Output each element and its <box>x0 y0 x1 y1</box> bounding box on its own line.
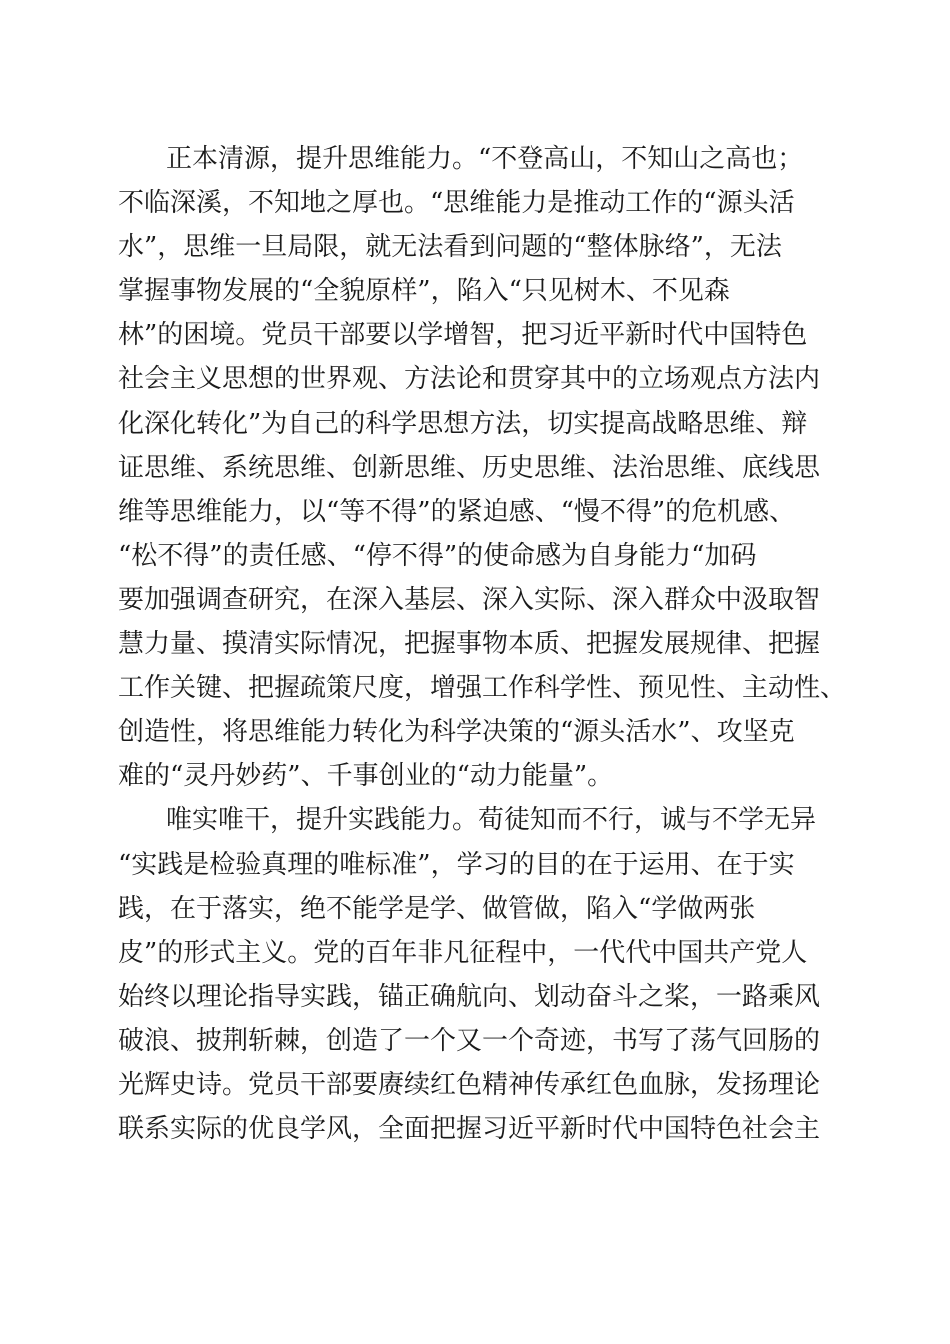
paragraph-1-line: 林”的困境。党员干部要以学增智，把习近平新时代中国特色 <box>118 320 808 351</box>
paragraph-2-line: 践，在于落实，绝不能学是学、做管做，陷入“学做两张 <box>118 893 756 924</box>
paragraph-1-line: 证思维、系统思维、创新思维、历史思维、法治思维、底线思 <box>118 452 821 483</box>
paragraph-2-line: 破浪、披荆斩棘，创造了一个又一个奇迹，书写了荡气回肠的 <box>118 1025 821 1056</box>
paragraph-1-line: 维等思维能力，以“等不得”的紧迫感、“慢不得”的危机感、 <box>118 496 796 527</box>
paragraph-2-line: “实践是检验真理的唯标准”，学习的目的在于运用、在于实 <box>118 849 795 880</box>
paragraph-1-line: 社会主义思想的世界观、方法论和贯穿其中的立场观点方法内 <box>118 364 821 395</box>
paragraph-2-line: 唯实唯干，提升实践能力。荀徒知而不行，诚与不学无异 <box>166 805 817 836</box>
paragraph-1-line: 正本清源，提升思维能力。“不登高山，不知山之高也； <box>166 144 804 174</box>
paragraph-1-line: 创造性，将思维能力转化为科学决策的“源头活水”、攻坚克 <box>118 717 795 748</box>
paragraph-2-line: 皮”的形式主义。党的百年非凡征程中，一代代中国共产党人 <box>118 937 808 968</box>
paragraph-1-line: 化深化转化”为自己的科学思想方法，切实提高战略思维、辩 <box>118 408 808 439</box>
paragraph-1-line: 慧力量、摸清实际情况，把握事物本质、把握发展规律、把握 <box>118 629 821 660</box>
body-text <box>118 137 858 1151</box>
paragraph-1-line: 水”，思维一旦局限，就无法看到问题的“整体脉络”，无法 <box>118 232 782 263</box>
paragraph-1-line: 工作关键、把握疏策尺度，增强工作科学性、预见性、主动性、 <box>118 673 847 704</box>
paragraph-2-line: 光辉史诗。党员干部要赓续红色精神传承红色血脉，发扬理论 <box>118 1069 821 1100</box>
paragraph-1-line: 要加强调查研究，在深入基层、深入实际、深入群众中汲取智 <box>118 584 821 615</box>
paragraph-1-line: 不临深溪，不知地之厚也。“思维能力是推动工作的“源头活 <box>118 188 795 219</box>
paragraph-1-line: 掌握事物发展的“全貌原样”，陷入“只见树木、不见森 <box>118 276 730 307</box>
paragraph-1-line: 难的“灵丹妙药”、千事创业的“动力能量”。 <box>118 761 614 792</box>
paragraph-1-line: “松不得”的责任感、“停不得”的使命感为自身能力“加码 <box>118 540 757 571</box>
paragraph-2-line: 联系实际的优良学风，全面把握习近平新时代中国特色社会主 <box>118 1114 821 1145</box>
paragraph-2-line: 始终以理论指导实践，锚正确航向、划动奋斗之桨，一路乘风 <box>118 981 821 1012</box>
